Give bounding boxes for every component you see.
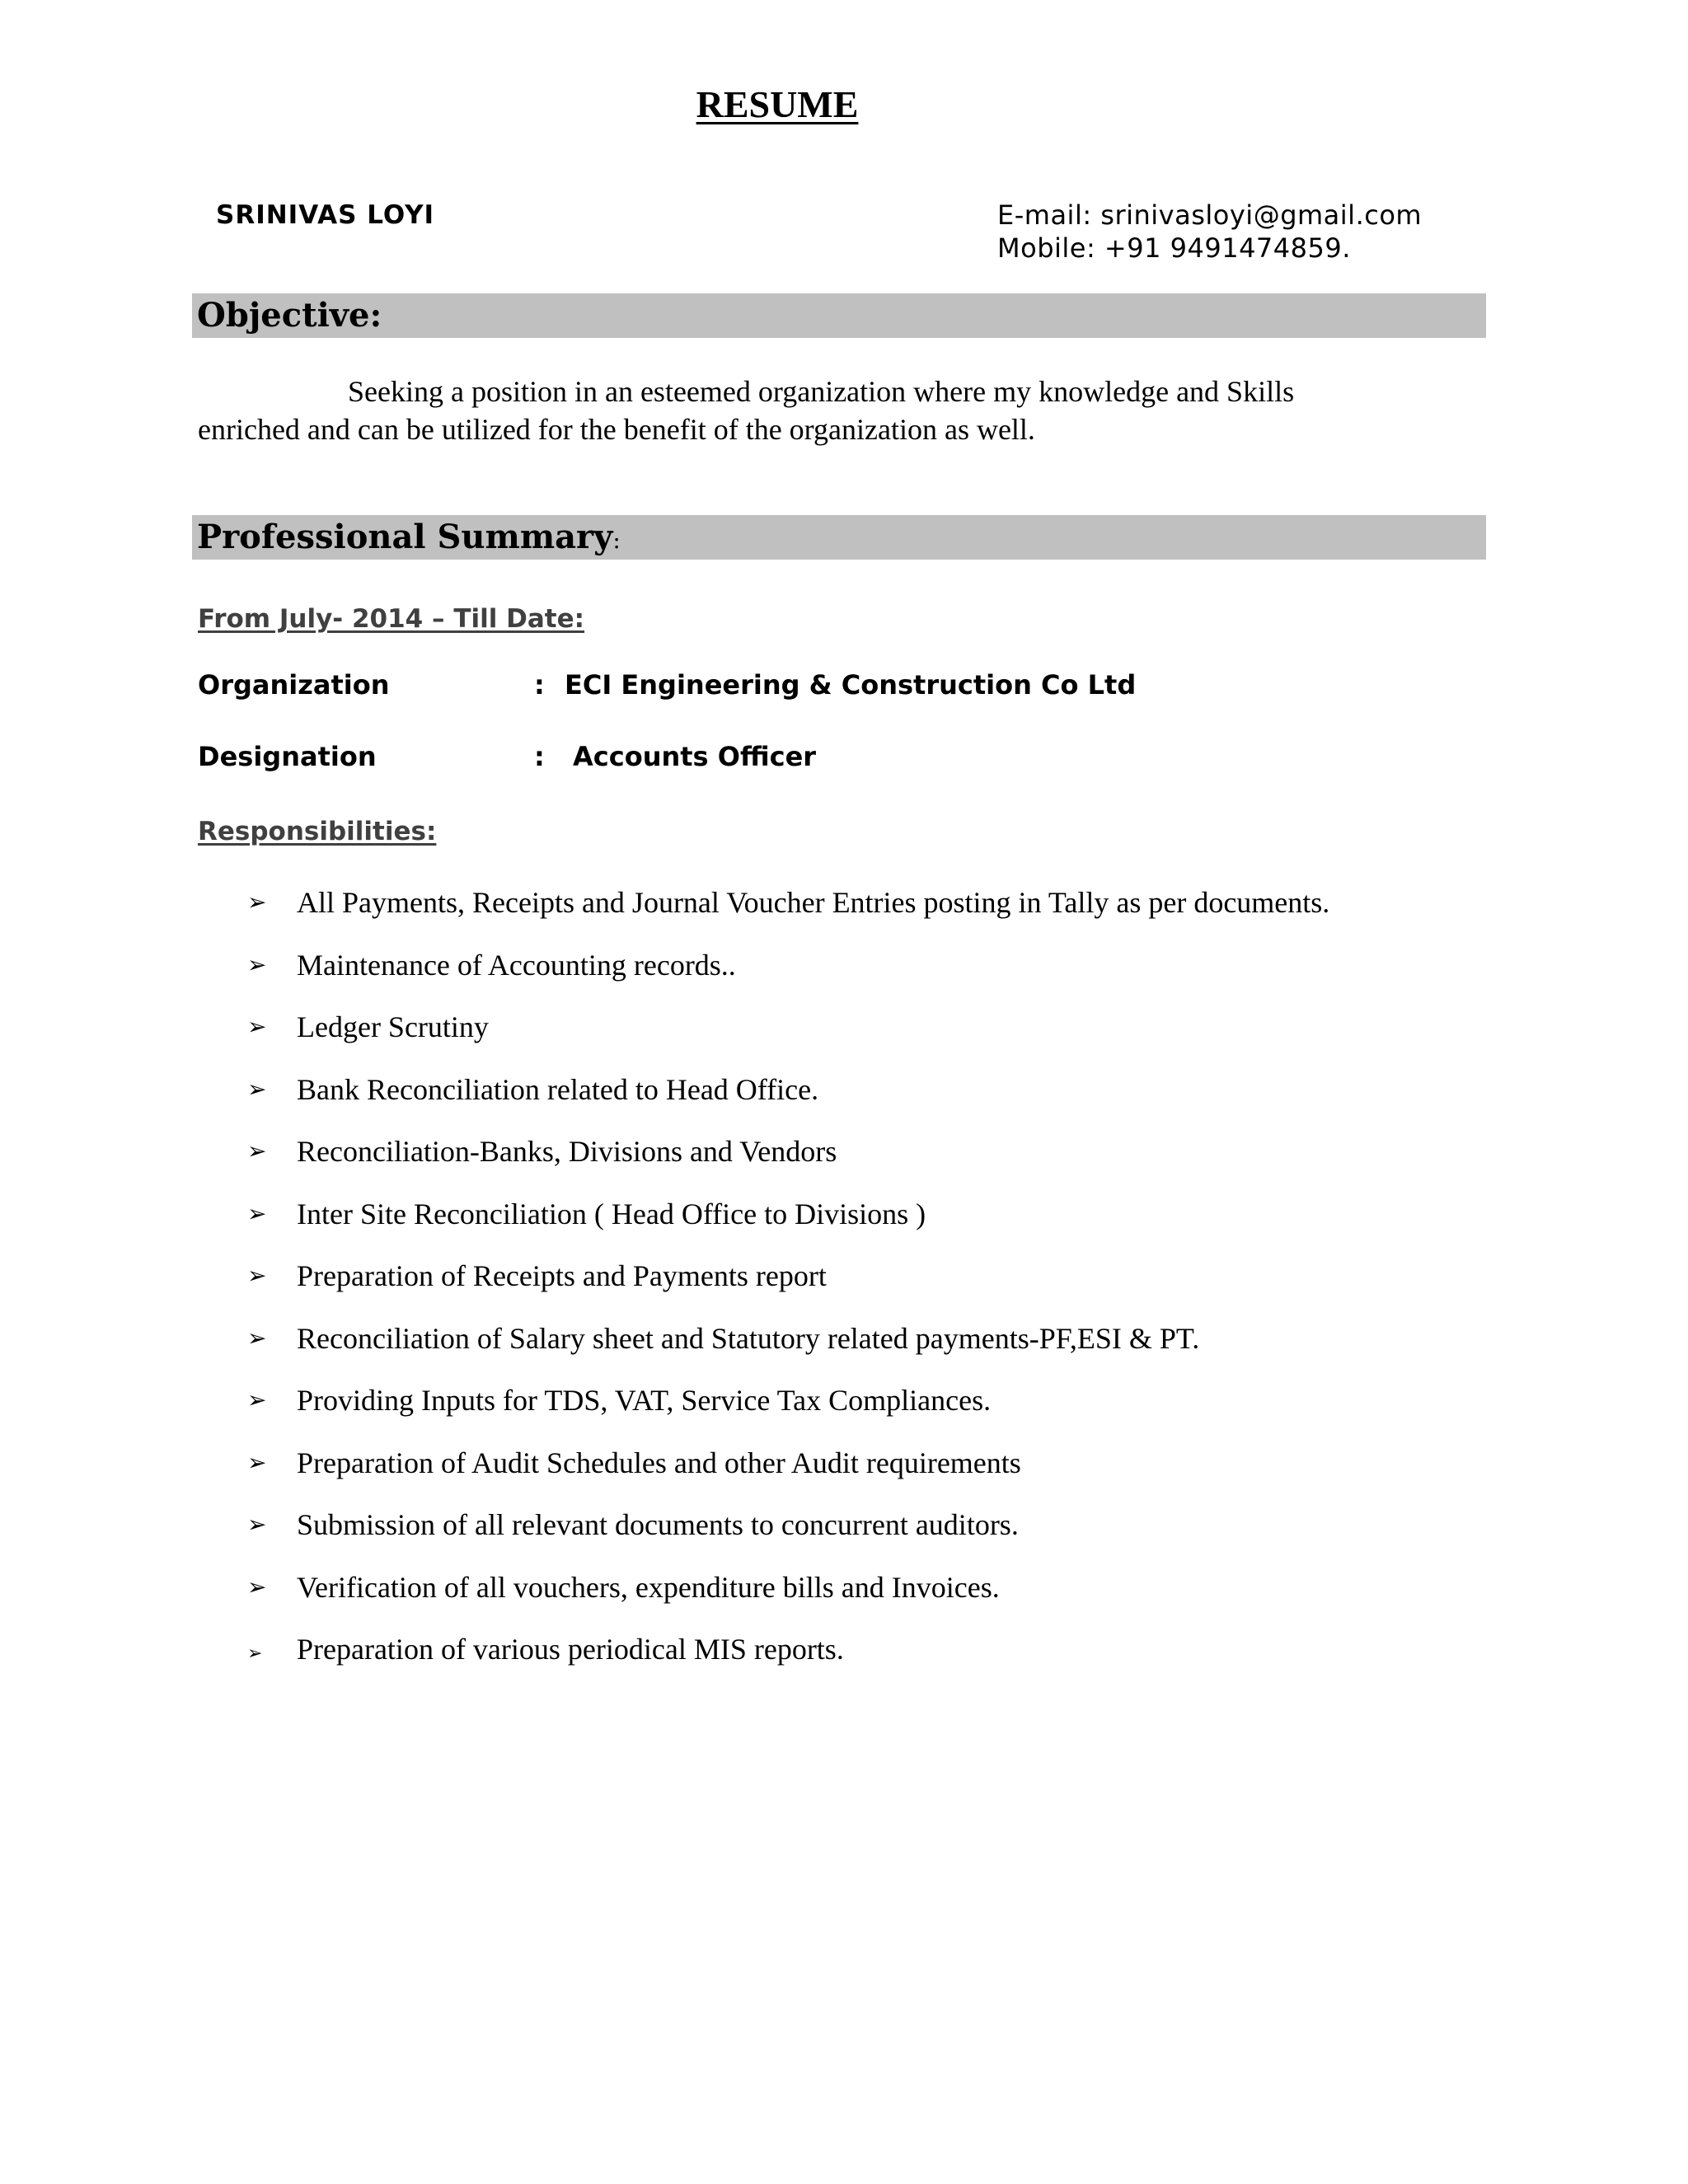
- arrow-bullet-icon: ➢: [247, 1075, 267, 1103]
- responsibility-text: Reconciliation of Salary sheet and Statutory related payments-PF,ESI & PT.: [297, 1321, 1200, 1355]
- list-item: [247, 1567, 1533, 1629]
- arrow-bullet-icon: ➢: [247, 1511, 267, 1538]
- professional-summary-heading: [197, 518, 621, 556]
- arrow-bullet-icon: ➢: [247, 1448, 267, 1476]
- arrow-bullet-icon: ➢: [247, 1324, 267, 1352]
- arrow-bullet-icon: ➢: [247, 1137, 267, 1165]
- list-item: [247, 1255, 1533, 1318]
- list-item: [247, 1318, 1533, 1380]
- responsibility-text: Reconciliation-Banks, Divisions and Vendors: [297, 1135, 837, 1168]
- arrow-bullet-icon: ➢: [247, 1572, 267, 1601]
- arrow-bullet-icon: ➢: [247, 1262, 267, 1289]
- arrow-bullet-icon: ➢: [247, 1386, 267, 1413]
- candidate-name: SRINIVAS LOYI: [216, 200, 435, 230]
- designation-value: Accounts Officer: [573, 741, 817, 772]
- designation-separator: :: [534, 741, 545, 772]
- objective-heading-bar: [192, 293, 1486, 338]
- responsibility-text: Inter Site Reconciliation ( Head Office to Divisions ): [297, 1197, 926, 1230]
- arrow-bullet-icon: ➢: [247, 1013, 267, 1040]
- responsibility-text: Ledger Scrutiny: [297, 1010, 489, 1043]
- list-item: [247, 1504, 1533, 1567]
- list-item: [247, 1442, 1533, 1505]
- arrow-bullet-icon: ➢: [247, 1643, 263, 1664]
- professional-summary-heading-colon: :: [612, 527, 621, 554]
- arrow-bullet-icon: ➢: [247, 950, 267, 978]
- organization-label: Organization: [198, 669, 390, 701]
- list-item: [247, 1131, 1533, 1193]
- mobile-line: Mobile: +91 9491474859.: [997, 232, 1351, 264]
- list-item: [247, 944, 1533, 1007]
- objective-text: Seeking a position in an esteemed organization where my knowledge and Skills enriched and can be utilized for the benefit of the organization as well.: [198, 375, 1295, 446]
- employment-period: From July- 2014 – Till Date:: [198, 604, 585, 634]
- contact-block: [997, 199, 1422, 265]
- arrow-bullet-icon: ➢: [247, 1199, 267, 1227]
- designation-label: Designation: [198, 741, 377, 772]
- responsibility-text: Preparation of Receipts and Payments report: [297, 1259, 827, 1292]
- list-item: [247, 1380, 1533, 1442]
- responsibility-text: Submission of all relevant documents to concurrent auditors.: [297, 1508, 1019, 1541]
- responsibility-text: Preparation of various periodical MIS reports.: [297, 1633, 844, 1666]
- responsibility-text: Bank Reconciliation related to Head Office.: [297, 1072, 819, 1106]
- arrow-bullet-icon: ➢: [247, 888, 267, 916]
- responsibility-text: Verification of all vouchers, expenditure bills and Invoices.: [297, 1570, 1000, 1604]
- responsibilities-list: [247, 882, 1533, 1691]
- resume-title: RESUME: [696, 83, 859, 125]
- responsibility-text: Preparation of Audit Schedules and other Audit requirements: [297, 1446, 1021, 1479]
- list-item: [247, 882, 1533, 944]
- list-item: [247, 1006, 1533, 1069]
- organization-separator: :: [534, 669, 545, 701]
- responsibilities-heading: Responsibilities:: [198, 817, 437, 846]
- professional-summary-heading-bar: [192, 515, 1486, 560]
- responsibility-text: Providing Inputs for TDS, VAT, Service Tax Compliances.: [297, 1384, 992, 1417]
- professional-summary-heading-text: Professional Summary: [197, 518, 613, 556]
- organization-value: ECI Engineering & Construction Co Ltd: [565, 669, 1137, 701]
- list-item: [247, 1069, 1533, 1132]
- objective-heading: Objective:: [197, 296, 382, 335]
- list-item: [247, 1629, 1533, 1691]
- responsibility-text: All Payments, Receipts and Journal Voucher Entries posting in Tally as per documents.: [297, 886, 1330, 919]
- list-item: [247, 1193, 1533, 1256]
- responsibility-text: Maintenance of Accounting records..: [297, 948, 736, 982]
- email-line: E-mail: srinivasloyi@gmail.com: [997, 199, 1423, 231]
